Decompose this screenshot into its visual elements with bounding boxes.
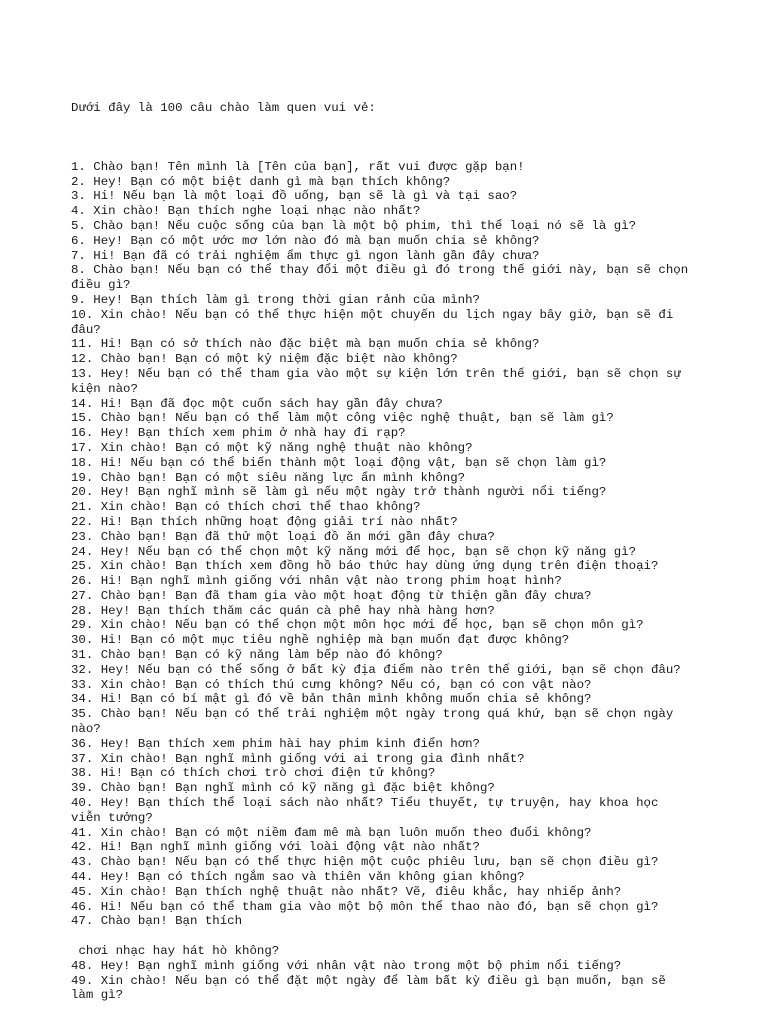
list-item: 28. Hey! Bạn thích thăm các quán cà phê hay nhà hàng hơn? (71, 603, 495, 618)
list-item: 36. Hey! Bạn thích xem phim hài hay phim kinh điển hơn? (71, 736, 480, 751)
list-item: 35. Chào bạn! Nếu bạn có thể trải nghiệm một ngày trong quá khứ, bạn sẽ chọn ngày nào? (71, 707, 674, 737)
list-item: 13. Hey! Nếu bạn có thể tham gia vào một sự kiện lớn trên thế giới, bạn sẽ chọn sự kiện nào? (71, 366, 681, 396)
list-item: 4. Xin chào! Bạn thích nghe loại nhạc nào nhất? (71, 204, 421, 219)
list-item: 22. Hi! Bạn thích những hoạt động giải trí nào nhất? (71, 514, 458, 529)
list-item: 33. Xin chào! Bạn có thích thú cưng không? Nếu có, bạn có con vật nào? (71, 677, 592, 692)
list-item: 30. Hi! Bạn có một mục tiêu nghề nghiệp mà bạn muốn đạt được không? (71, 633, 570, 648)
list-item: 10. Xin chào! Nếu bạn có thể thực hiện một chuyến du lịch ngay bây giờ, bạn sẽ đi đâu? (71, 307, 674, 337)
list-item: 42. Hi! Bạn nghĩ mình giống với loài động vật nào nhất? (71, 840, 480, 855)
list-item: 6. Hey! Bạn có một ước mơ lớn nào đó mà bạn muốn chia sẻ không? (71, 233, 540, 248)
list-item: 43. Chào bạn! Nếu bạn có thể thực hiện một cuộc phiêu lưu, bạn sẽ chọn điều gì? (71, 855, 659, 870)
list-item: 37. Xin chào! Bạn nghĩ mình giống với ai trong gia đình nhất? (71, 751, 525, 766)
question-list (71, 160, 711, 1003)
list-item: 9. Hey! Bạn thích làm gì trong thời gian rảnh của mình? (71, 292, 480, 307)
list-item: 3. Hi! Nếu bạn là một loại đồ uống, bạn sẽ là gì và tại sao? (71, 189, 518, 204)
list-item: 48. Hey! Bạn nghĩ mình giống với nhân vật nào trong một bộ phim nổi tiếng? (71, 958, 622, 973)
list-item: 34. Hi! Bạn có bí mật gì đó về bản thân mình không muốn chia sẻ không? (71, 692, 592, 707)
list-item: 47. Chào bạn! Bạn thích (71, 914, 243, 929)
list-item: 38. Hi! Bạn có thích chơi trò chơi điện tử không? (71, 766, 436, 781)
list-item: 7. Hi! Bạn đã có trải nghiệm ẩm thực gì ngon lành gần đây chưa? (71, 248, 540, 263)
list-item: 26. Hi! Bạn nghĩ mình giống với nhân vật nào trong phim hoạt hình? (71, 574, 562, 589)
list-item: 5. Chào bạn! Nếu cuộc sống của bạn là một bộ phim, thì thể loại nó sẽ là gì? (71, 218, 637, 233)
blank-line (71, 929, 711, 944)
list-item: 27. Chào bạn! Bạn đã tham gia vào một hoạt động từ thiện gần đây chưa? (71, 588, 592, 603)
list-item: 11. Hi! Bạn có sở thích nào đặc biệt mà bạn muốn chia sẻ không? (71, 337, 540, 352)
list-item: 15. Chào bạn! Nếu bạn có thể làm một công việc nghệ thuật, bạn sẽ làm gì? (71, 411, 614, 426)
list-item: 14. Hi! Bạn đã đọc một cuốn sách hay gần đây chưa? (71, 396, 443, 411)
list-item: 45. Xin chào! Bạn thích nghệ thuật nào nhất? Vẽ, điêu khắc, hay nhiếp ảnh? (71, 884, 622, 899)
list-item: 18. Hi! Nếu bạn có thể biến thành một loại động vật, bạn sẽ chọn làm gì? (71, 455, 607, 470)
list-item: 20. Hey! Bạn nghĩ mình sẽ làm gì nếu một ngày trở thành người nổi tiếng? (71, 485, 607, 500)
list-item: 21. Xin chào! Bạn có thích chơi thể thao không? (71, 500, 421, 515)
list-item: chơi nhạc hay hát hò không? (71, 944, 280, 959)
list-item: 44. Hey! Bạn có thích ngắm sao và thiên văn không gian không? (71, 870, 525, 885)
list-item: 17. Xin chào! Bạn có một kỹ năng nghệ thuật nào không? (71, 440, 473, 455)
list-item: 25. Xin chào! Bạn thích xem đồng hồ báo thức hay dùng ứng dụng trên điện thoại? (71, 559, 659, 574)
list-item: 31. Chào bạn! Bạn có kỹ năng làm bếp nào đó không? (71, 648, 443, 663)
list-item: 41. Xin chào! Bạn có một niềm đam mê mà bạn luôn muốn theo đuổi không? (71, 825, 592, 840)
list-item: 24. Hey! Nếu bạn có thể chọn một kỹ năng mới để học, bạn sẽ chọn kỹ năng gì? (71, 544, 637, 559)
list-item: 39. Chào bạn! Bạn nghĩ mình có kỹ năng gì đặc biệt không? (71, 781, 495, 796)
list-item: 32. Hey! Nếu bạn có thể sống ở bất kỳ địa điểm nào trên thế giới, bạn sẽ chọn đâu? (71, 662, 681, 677)
intro-line: Dưới đây là 100 câu chào làm quen vui vẻ: (71, 100, 376, 115)
list-item: 46. Hi! Nếu bạn có thể tham gia vào một bộ môn thể thao nào đó, bạn sẽ chọn gì? (71, 899, 659, 914)
list-item: 1. Chào bạn! Tên mình là [Tên của bạn], rất vui được gặp bạn! (71, 159, 525, 174)
list-item: 49. Xin chào! Nếu bạn có thể đặt một ngày để làm bất kỳ điều gì bạn muốn, bạn sẽ làm gì? (71, 973, 666, 1003)
list-item: 16. Hey! Bạn thích xem phim ở nhà hay đi rạp? (71, 426, 406, 441)
list-item: 12. Chào bạn! Bạn có một kỷ niệm đặc biệt nào không? (71, 352, 458, 367)
list-item: 29. Xin chào! Nếu bạn có thể chọn một môn học mới để học, bạn sẽ chọn môn gì? (71, 618, 644, 633)
list-item: 2. Hey! Bạn có một biệt danh gì mà bạn thích không? (71, 174, 451, 189)
list-item: 19. Chào bạn! Bạn có một siêu năng lực ẩn mình không? (71, 470, 466, 485)
list-item: 8. Chào bạn! Nếu bạn có thể thay đổi một điều gì đó trong thế giới này, bạn sẽ chọn điều gì? (71, 263, 689, 293)
list-item: 23. Chào bạn! Bạn đã thử một loại đồ ăn mới gần đây chưa? (71, 529, 495, 544)
document-page (71, 71, 711, 1018)
list-item: 40. Hey! Bạn thích thể loại sách nào nhất? Tiểu thuyết, tự truyện, hay khoa học viễn tưởng? (71, 796, 659, 825)
